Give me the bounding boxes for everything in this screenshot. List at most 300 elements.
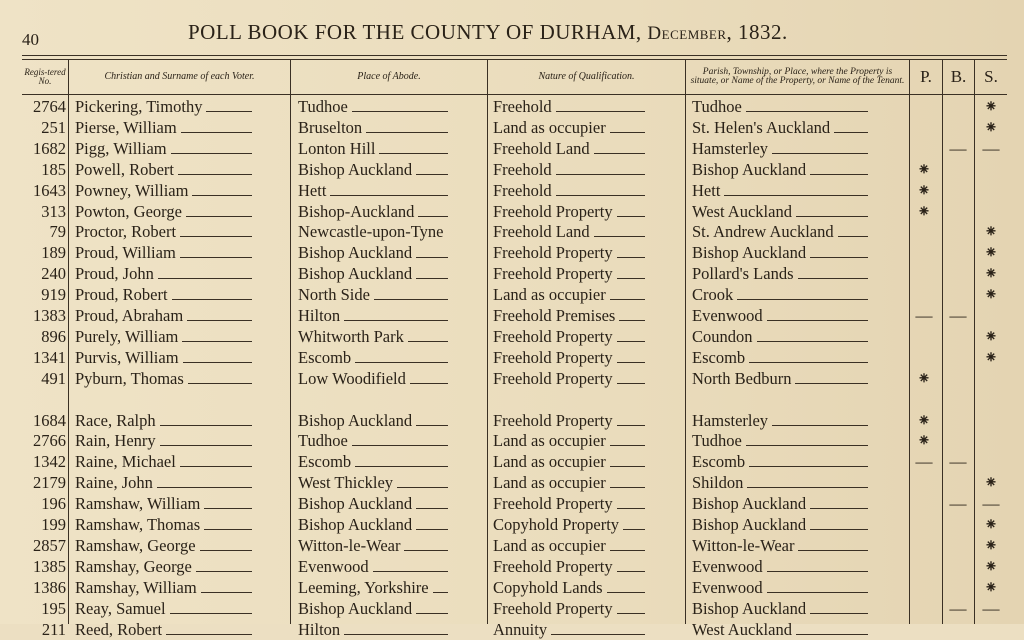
vote-mark-p: ⁕ <box>916 368 932 388</box>
voter-name <box>75 326 252 347</box>
place-of-abode-text: Bishop Auckland <box>298 598 413 618</box>
registered-no <box>22 347 66 368</box>
registered-no-text: 313 <box>41 201 66 221</box>
table-row <box>22 96 1007 117</box>
voter-name-text: Proud, Abraham <box>75 306 184 325</box>
voter-name <box>75 368 252 389</box>
leader-line <box>416 508 448 509</box>
leader-line <box>796 216 868 217</box>
place-of-abode-text: West Thickley <box>298 473 394 493</box>
registered-no <box>22 96 66 117</box>
place-of-abode <box>298 347 448 368</box>
place-of-abode <box>298 493 448 514</box>
registered-no <box>22 263 66 284</box>
leader-line <box>617 278 645 279</box>
header-s: S. <box>984 67 998 86</box>
qualification <box>493 117 645 138</box>
leader-line <box>397 487 448 488</box>
place-of-abode-text: Bishop Auckland <box>298 494 413 514</box>
vote-mark-p: ⁕ <box>916 180 932 200</box>
parish-place-text: West Auckland <box>692 619 792 639</box>
leader-line <box>373 571 448 572</box>
place-of-abode <box>298 242 448 263</box>
vote-mark-s: ⁕ <box>983 535 999 555</box>
parish-place-text: Escomb <box>692 347 746 367</box>
voter-name-text: Pierse, William <box>75 117 177 137</box>
leader-line <box>178 174 252 175</box>
vote-mark-b: — <box>949 452 967 472</box>
header-reg-no: Regis-tered No. <box>24 67 66 86</box>
leader-line <box>344 634 448 635</box>
voter-name <box>75 263 252 284</box>
table-row <box>22 263 1007 284</box>
leader-line <box>355 362 448 363</box>
leader-line <box>810 529 868 530</box>
registered-no <box>22 368 66 389</box>
table-row <box>22 242 1007 263</box>
vote-mark-p: ⁕ <box>916 159 932 179</box>
qualification-text: Freehold <box>493 180 552 200</box>
voter-name-text: Ramshay, William <box>75 577 197 597</box>
table-row <box>22 619 1007 640</box>
table-row <box>22 577 1007 598</box>
leader-line <box>607 592 645 593</box>
leader-line <box>416 174 448 175</box>
place-of-abode-text: Evenwood <box>298 556 369 576</box>
vote-mark-s: — <box>982 598 1000 618</box>
registered-no <box>22 472 66 493</box>
leader-line <box>204 508 252 509</box>
qualification-text: Freehold Land <box>493 222 590 242</box>
qualification-text: Land as occupier <box>493 473 606 493</box>
table-row <box>22 221 1007 242</box>
parish-place <box>692 430 868 451</box>
leader-line <box>366 132 448 133</box>
registered-no <box>22 159 66 180</box>
place-of-abode-text: Tudhoe <box>298 431 348 451</box>
leader-line <box>749 362 868 363</box>
qualification-text: Freehold <box>493 97 552 116</box>
registered-no <box>22 201 66 222</box>
qualification <box>493 180 645 201</box>
parish-place-text: Hett <box>692 180 721 200</box>
leader-line <box>183 362 252 363</box>
vote-mark-p: ⁕ <box>916 431 932 451</box>
vote-mark-s: ⁕ <box>983 285 999 305</box>
registered-no-text: 2179 <box>33 473 66 493</box>
voter-name <box>75 159 252 180</box>
leader-line <box>757 341 868 342</box>
voter-name-text: Rain, Henry <box>75 431 156 451</box>
qualification-text: Freehold Property <box>493 410 613 430</box>
leader-line <box>610 132 645 133</box>
voter-name <box>75 180 252 201</box>
voter-name <box>75 221 252 242</box>
parish-place <box>692 242 868 263</box>
top-rule <box>22 55 1007 56</box>
registered-no-text: 199 <box>41 515 66 534</box>
leader-line <box>172 299 252 300</box>
registered-no-text: 2766 <box>33 431 66 451</box>
parish-place <box>692 138 868 159</box>
leader-line <box>556 111 645 112</box>
place-of-abode <box>298 263 448 284</box>
parish-place-text: Evenwood <box>692 306 763 325</box>
place-of-abode <box>298 514 448 535</box>
qualification <box>493 305 645 326</box>
place-of-abode-text: Bishop Auckland <box>298 264 413 284</box>
qualification-text: Copyhold Lands <box>493 577 603 597</box>
leader-line <box>617 383 645 384</box>
registered-no <box>22 305 66 326</box>
place-of-abode <box>298 326 448 347</box>
table-row <box>22 180 1007 201</box>
place-of-abode-text: Hilton <box>298 306 341 325</box>
place-of-abode <box>298 556 448 577</box>
voter-name <box>75 96 252 117</box>
registered-no <box>22 598 66 619</box>
registered-no-text: 196 <box>41 494 66 514</box>
leader-line <box>795 383 868 384</box>
parish-place <box>692 535 868 556</box>
place-of-abode <box>298 598 448 619</box>
leader-line <box>330 195 448 196</box>
leader-line <box>767 571 868 572</box>
qualification <box>493 201 645 222</box>
parish-place <box>692 326 868 347</box>
parish-place-text: Bishop Auckland <box>692 515 807 534</box>
leader-line <box>416 257 448 258</box>
registered-no-text: 211 <box>41 619 66 639</box>
place-of-abode-text: Newcastle-upon-Tyne <box>298 222 444 242</box>
leader-line <box>551 634 645 635</box>
table-row <box>22 598 1007 619</box>
voter-name-text: Ramshaw, George <box>75 535 196 555</box>
qualification-text: Freehold Property <box>493 264 613 284</box>
table-row <box>22 451 1007 472</box>
leader-line <box>610 487 645 488</box>
header-abode: Place of Abode. <box>357 71 421 82</box>
parish-place-text: Escomb <box>692 452 746 472</box>
registered-no-text: 2857 <box>33 535 66 555</box>
leader-line <box>416 278 448 279</box>
parish-place <box>692 598 868 619</box>
voter-name <box>75 535 252 556</box>
vote-mark-s: ⁕ <box>983 556 999 576</box>
place-of-abode <box>298 577 448 598</box>
vote-mark-s: ⁕ <box>983 222 999 242</box>
parish-place-text: Tudhoe <box>692 97 742 116</box>
leader-line <box>433 592 448 593</box>
parish-place-text: Hamsterley <box>692 138 769 158</box>
place-of-abode <box>298 368 448 389</box>
qualification <box>493 514 645 535</box>
leader-line <box>352 111 448 112</box>
parish-place <box>692 472 868 493</box>
parish-place <box>692 514 868 535</box>
qualification <box>493 221 645 242</box>
voter-name-text: Pigg, William <box>75 138 167 158</box>
leader-line <box>617 613 645 614</box>
title-month: December <box>647 23 727 44</box>
leader-line <box>617 341 645 342</box>
leader-line <box>186 216 252 217</box>
table-row <box>22 284 1007 305</box>
place-of-abode-text: Escomb <box>298 452 352 472</box>
parish-place-text: Evenwood <box>692 577 763 597</box>
leader-line <box>594 153 645 154</box>
leader-line <box>767 320 868 321</box>
voter-name <box>75 577 252 598</box>
qualification-text: Freehold Property <box>493 326 613 346</box>
leader-line <box>206 111 252 112</box>
parish-place-text: Pollard's Lands <box>692 264 794 284</box>
leader-line <box>810 257 868 258</box>
qualification <box>493 472 645 493</box>
leader-line <box>747 487 868 488</box>
leader-line <box>344 320 448 321</box>
registered-no <box>22 138 66 159</box>
voter-name <box>75 410 252 431</box>
leader-line <box>810 613 868 614</box>
vote-mark-s: ⁕ <box>983 515 999 534</box>
leader-line <box>201 592 252 593</box>
leader-line <box>355 466 448 467</box>
leader-line <box>617 571 645 572</box>
table-row <box>22 117 1007 138</box>
registered-no-text: 1341 <box>33 347 66 367</box>
leader-line <box>204 529 252 530</box>
voter-name-text: Raine, Michael <box>75 452 176 472</box>
leader-line <box>188 383 252 384</box>
leader-line <box>418 216 448 217</box>
vote-mark-s: ⁕ <box>983 473 999 493</box>
voter-name-text: Powney, William <box>75 180 189 200</box>
registered-no <box>22 410 66 431</box>
parish-place-text: North Bedburn <box>692 368 792 388</box>
place-of-abode-text: Witton-le-Wear <box>298 535 401 555</box>
registered-no-text: 251 <box>41 117 66 137</box>
qualification-text: Copyhold Property <box>493 515 620 534</box>
place-of-abode <box>298 96 448 117</box>
leader-line <box>160 445 252 446</box>
leader-line <box>617 508 645 509</box>
registered-no <box>22 221 66 242</box>
registered-no-text: 189 <box>41 243 66 263</box>
title-year: , 1832. <box>726 20 788 44</box>
place-of-abode-text: Bishop Auckland <box>298 515 413 534</box>
qualification <box>493 242 645 263</box>
leader-line <box>182 341 252 342</box>
registered-no <box>22 180 66 201</box>
voter-name-text: Proud, Robert <box>75 285 168 305</box>
place-of-abode-text: Bishop Auckland <box>298 410 413 430</box>
leader-line <box>617 216 645 217</box>
parish-place <box>692 368 868 389</box>
table-row <box>22 347 1007 368</box>
leader-line <box>834 132 868 133</box>
leader-line <box>352 445 448 446</box>
qualification <box>493 598 645 619</box>
leader-line <box>404 550 448 551</box>
voter-name-text: Raine, John <box>75 473 153 493</box>
voter-name-text: Pickering, Timothy <box>75 97 203 116</box>
voter-name <box>75 305 252 326</box>
registered-no <box>22 430 66 451</box>
parish-place <box>692 451 868 472</box>
qualification <box>493 430 645 451</box>
leader-line <box>623 529 645 530</box>
qualification <box>493 368 645 389</box>
leader-line <box>379 153 448 154</box>
place-of-abode-text: Leeming, Yorkshire <box>298 577 429 597</box>
table-row <box>22 201 1007 222</box>
place-of-abode-text: Lonton Hill <box>298 138 376 158</box>
qualification <box>493 138 645 159</box>
voter-name-text: Proud, John <box>75 264 154 284</box>
registered-no-text: 1684 <box>33 410 66 430</box>
parish-place-text: Shildon <box>692 473 744 493</box>
parish-place <box>692 96 868 117</box>
parish-place <box>692 305 868 326</box>
leader-line <box>772 425 868 426</box>
leader-line <box>157 487 252 488</box>
registered-no-text: 919 <box>41 285 66 305</box>
leader-line <box>772 153 868 154</box>
leader-line <box>619 320 645 321</box>
voter-name-text: Ramshaw, William <box>75 494 201 514</box>
leader-line <box>196 571 252 572</box>
voter-name <box>75 451 252 472</box>
place-of-abode-text: Hilton <box>298 619 341 639</box>
place-of-abode <box>298 535 448 556</box>
vote-mark-s: ⁕ <box>983 326 999 346</box>
qualification-text: Land as occupier <box>493 285 606 305</box>
registered-no <box>22 577 66 598</box>
table-row <box>22 514 1007 535</box>
leader-line <box>610 445 645 446</box>
qualification-text: Freehold Premises <box>493 306 616 325</box>
registered-no <box>22 535 66 556</box>
qualification-text: Freehold Property <box>493 598 613 618</box>
place-of-abode <box>298 117 448 138</box>
vote-mark-s: ⁕ <box>983 117 999 137</box>
registered-no-text: 1682 <box>33 138 66 158</box>
table-row <box>22 410 1007 431</box>
leader-line <box>166 634 252 635</box>
qualification-text: Land as occupier <box>493 431 606 451</box>
leader-line <box>192 195 252 196</box>
place-of-abode-text: Tudhoe <box>298 97 348 116</box>
place-of-abode-text: North Side <box>298 285 370 305</box>
qualification-text: Land as occupier <box>493 452 606 472</box>
table-row <box>22 493 1007 514</box>
leader-line <box>798 550 868 551</box>
parish-place <box>692 556 868 577</box>
leader-line <box>610 299 645 300</box>
parish-place-text: Tudhoe <box>692 431 742 451</box>
qualification-text: Freehold Property <box>493 556 613 576</box>
vote-mark-b: — <box>949 598 967 618</box>
qualification <box>493 326 645 347</box>
leader-line <box>170 613 252 614</box>
vote-mark-b: — <box>949 494 967 514</box>
qualification <box>493 284 645 305</box>
voter-name-text: Purvis, William <box>75 347 179 367</box>
registered-no-text: 1383 <box>33 306 66 325</box>
registered-no <box>22 493 66 514</box>
qualification-text: Freehold Property <box>493 243 613 263</box>
qualification-text: Freehold Property <box>493 201 613 221</box>
parish-place <box>692 284 868 305</box>
parish-place-text: Bishop Auckland <box>692 159 807 179</box>
registered-no <box>22 556 66 577</box>
qualification <box>493 263 645 284</box>
leader-line <box>158 278 252 279</box>
qualification-text: Freehold <box>493 159 552 179</box>
page-number: 40 <box>22 30 39 49</box>
qualification-text: Freehold Property <box>493 347 613 367</box>
registered-no <box>22 514 66 535</box>
leader-line <box>187 320 252 321</box>
leader-line <box>610 550 645 551</box>
qualification <box>493 577 645 598</box>
voter-name <box>75 493 252 514</box>
vote-mark-s: — <box>982 138 1000 158</box>
leader-line <box>798 278 868 279</box>
voter-name <box>75 201 252 222</box>
voter-name-text: Purely, William <box>75 326 179 346</box>
parish-place <box>692 117 868 138</box>
table-row <box>22 305 1007 326</box>
place-of-abode <box>298 159 448 180</box>
table-row <box>22 472 1007 493</box>
parish-place <box>692 347 868 368</box>
place-of-abode-text: Bishop Auckland <box>298 243 413 263</box>
registered-no-text: 1643 <box>33 180 66 200</box>
registered-no <box>22 451 66 472</box>
voter-name-text: Race, Ralph <box>75 410 156 430</box>
qualification-text: Annuity <box>493 619 548 639</box>
leader-line <box>796 634 868 635</box>
registered-no <box>22 326 66 347</box>
leader-line <box>746 445 868 446</box>
leader-line <box>181 132 252 133</box>
leader-line <box>410 383 448 384</box>
qualification-text: Freehold Land <box>493 138 590 158</box>
voter-name-text: Powell, Robert <box>75 159 174 179</box>
leader-line <box>556 195 645 196</box>
header-name: Christian and Surname of each Voter. <box>104 71 255 82</box>
leader-line <box>180 236 252 237</box>
place-of-abode <box>298 138 448 159</box>
table-row <box>22 138 1007 159</box>
leader-line <box>617 425 645 426</box>
voter-name <box>75 347 252 368</box>
vote-mark-s: ⁕ <box>983 264 999 284</box>
place-of-abode-text: Low Woodifield <box>298 368 406 388</box>
parish-place <box>692 180 868 201</box>
leader-line <box>810 508 868 509</box>
voter-name-text: Ramshay, George <box>75 556 192 576</box>
place-of-abode <box>298 410 448 431</box>
place-of-abode <box>298 221 443 242</box>
title-main: POLL BOOK FOR THE COUNTY OF DURHAM, <box>188 20 642 44</box>
table-row <box>22 159 1007 180</box>
vote-mark-p: ⁕ <box>916 410 932 430</box>
place-of-abode <box>298 430 448 451</box>
parish-place <box>692 493 868 514</box>
